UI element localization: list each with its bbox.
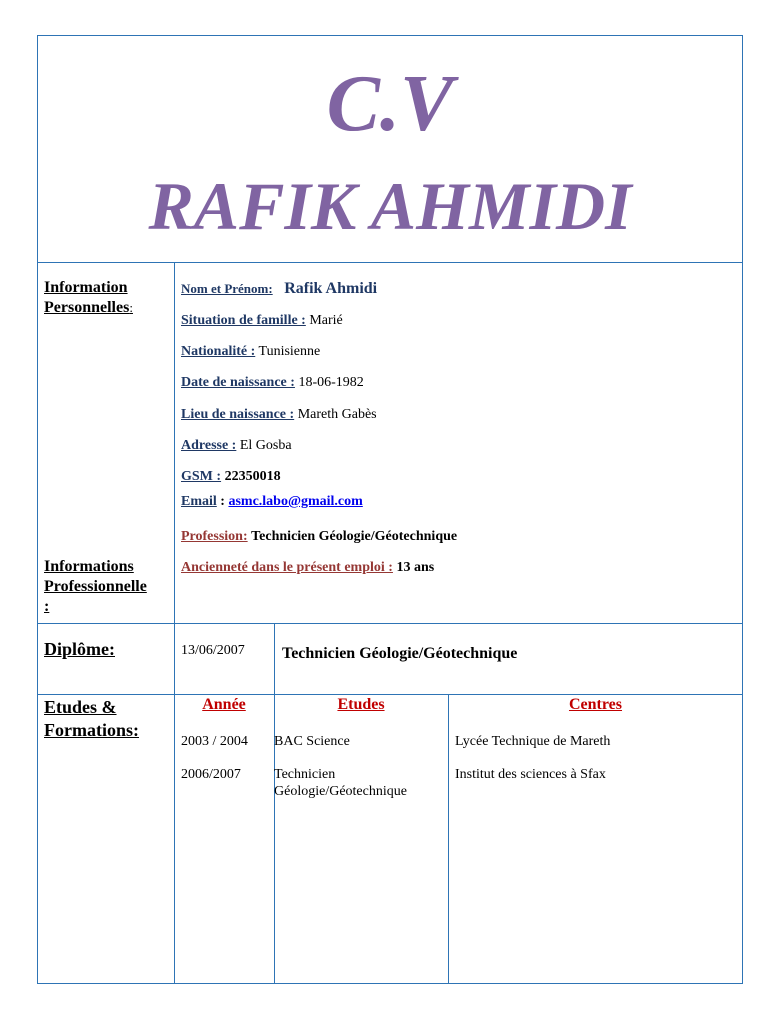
nationality-value: Tunisienne (258, 344, 321, 359)
email-field (181, 493, 363, 510)
email-label: Email (181, 494, 217, 509)
name-label: Nom et Prénom: (181, 281, 273, 296)
gsm-label: GSM : (181, 469, 222, 484)
personal-section-label-line1: Information (44, 279, 128, 296)
professional-section-label (44, 557, 147, 617)
education-header-studies: Etudes (337, 696, 385, 713)
education-row-1-study: BAC Science (274, 734, 350, 749)
diploma-title: Technicien Géologie/Géotechnique (282, 645, 518, 662)
education-header-year: Année (202, 696, 246, 713)
professional-section-label-line1: Informations (44, 558, 134, 575)
personal-section-label-line2: Personnelles (44, 299, 130, 316)
personal-section-label (44, 278, 133, 318)
divider-header (37, 262, 743, 263)
education-section-label-line2: Formations: (44, 720, 139, 740)
education-row-2-year: 2006/2007 (181, 767, 241, 782)
seniority-value: 13 ans (396, 560, 435, 575)
education-row-1-center: Lycée Technique de Mareth (455, 734, 611, 749)
family-field (181, 312, 343, 329)
address-label: Adresse : (181, 438, 237, 453)
address-field (181, 437, 292, 454)
education-row-2-study-line2: Géologie/Géotechnique (274, 784, 407, 799)
name-field (181, 280, 377, 298)
divider-year-column (274, 623, 275, 984)
education-header-centers: Centres (568, 696, 623, 713)
address-value: El Gosba (239, 438, 292, 453)
nationality-label: Nationalité : (181, 344, 256, 359)
profession-label: Profession: (181, 529, 248, 544)
profession-value: Technicien Géologie/Géotechnique (251, 529, 458, 544)
birthplace-label: Lieu de naissance : (181, 407, 295, 422)
birthdate-field (181, 374, 364, 391)
birthdate-label: Date de naissance : (181, 375, 295, 390)
education-row-1-year: 2003 / 2004 (181, 734, 248, 749)
seniority-label: Ancienneté dans le présent emploi : (181, 560, 393, 575)
family-label: Situation de famille : (181, 313, 306, 328)
divider-studies-column (448, 694, 449, 984)
education-row-2-study (274, 766, 407, 800)
divider-info (37, 623, 743, 624)
personal-section-label-colon: : (129, 300, 133, 315)
email-separator: : (220, 494, 225, 509)
candidate-name-title: RAFIK AHMIDI (148, 168, 632, 244)
cv-title: C.V (326, 60, 454, 148)
education-section-label (44, 696, 139, 742)
education-row-2-center: Institut des sciences à Sfax (455, 767, 606, 782)
diploma-section-label: Diplôme: (44, 639, 115, 659)
family-value: Marié (309, 313, 343, 328)
email-link[interactable]: asmc.labo@gmail.com (228, 494, 363, 509)
professional-section-label-line3: : (44, 598, 50, 615)
gsm-field (181, 468, 281, 485)
birthdate-value: 18-06-1982 (298, 375, 364, 390)
name-value: Rafik Ahmidi (284, 280, 378, 297)
education-row-2-study-line1: Technicien (274, 767, 336, 782)
seniority-field (181, 559, 434, 576)
divider-label-column (174, 262, 175, 984)
profession-field (181, 528, 457, 545)
nationality-field (181, 343, 320, 360)
education-section-label-line1: Etudes & (44, 697, 117, 717)
birthplace-value: Mareth Gabès (297, 407, 377, 422)
birthplace-field (181, 406, 377, 423)
gsm-value: 22350018 (224, 469, 281, 484)
diploma-date: 13/06/2007 (181, 643, 245, 658)
professional-section-label-line2: Professionnelle (44, 578, 147, 595)
